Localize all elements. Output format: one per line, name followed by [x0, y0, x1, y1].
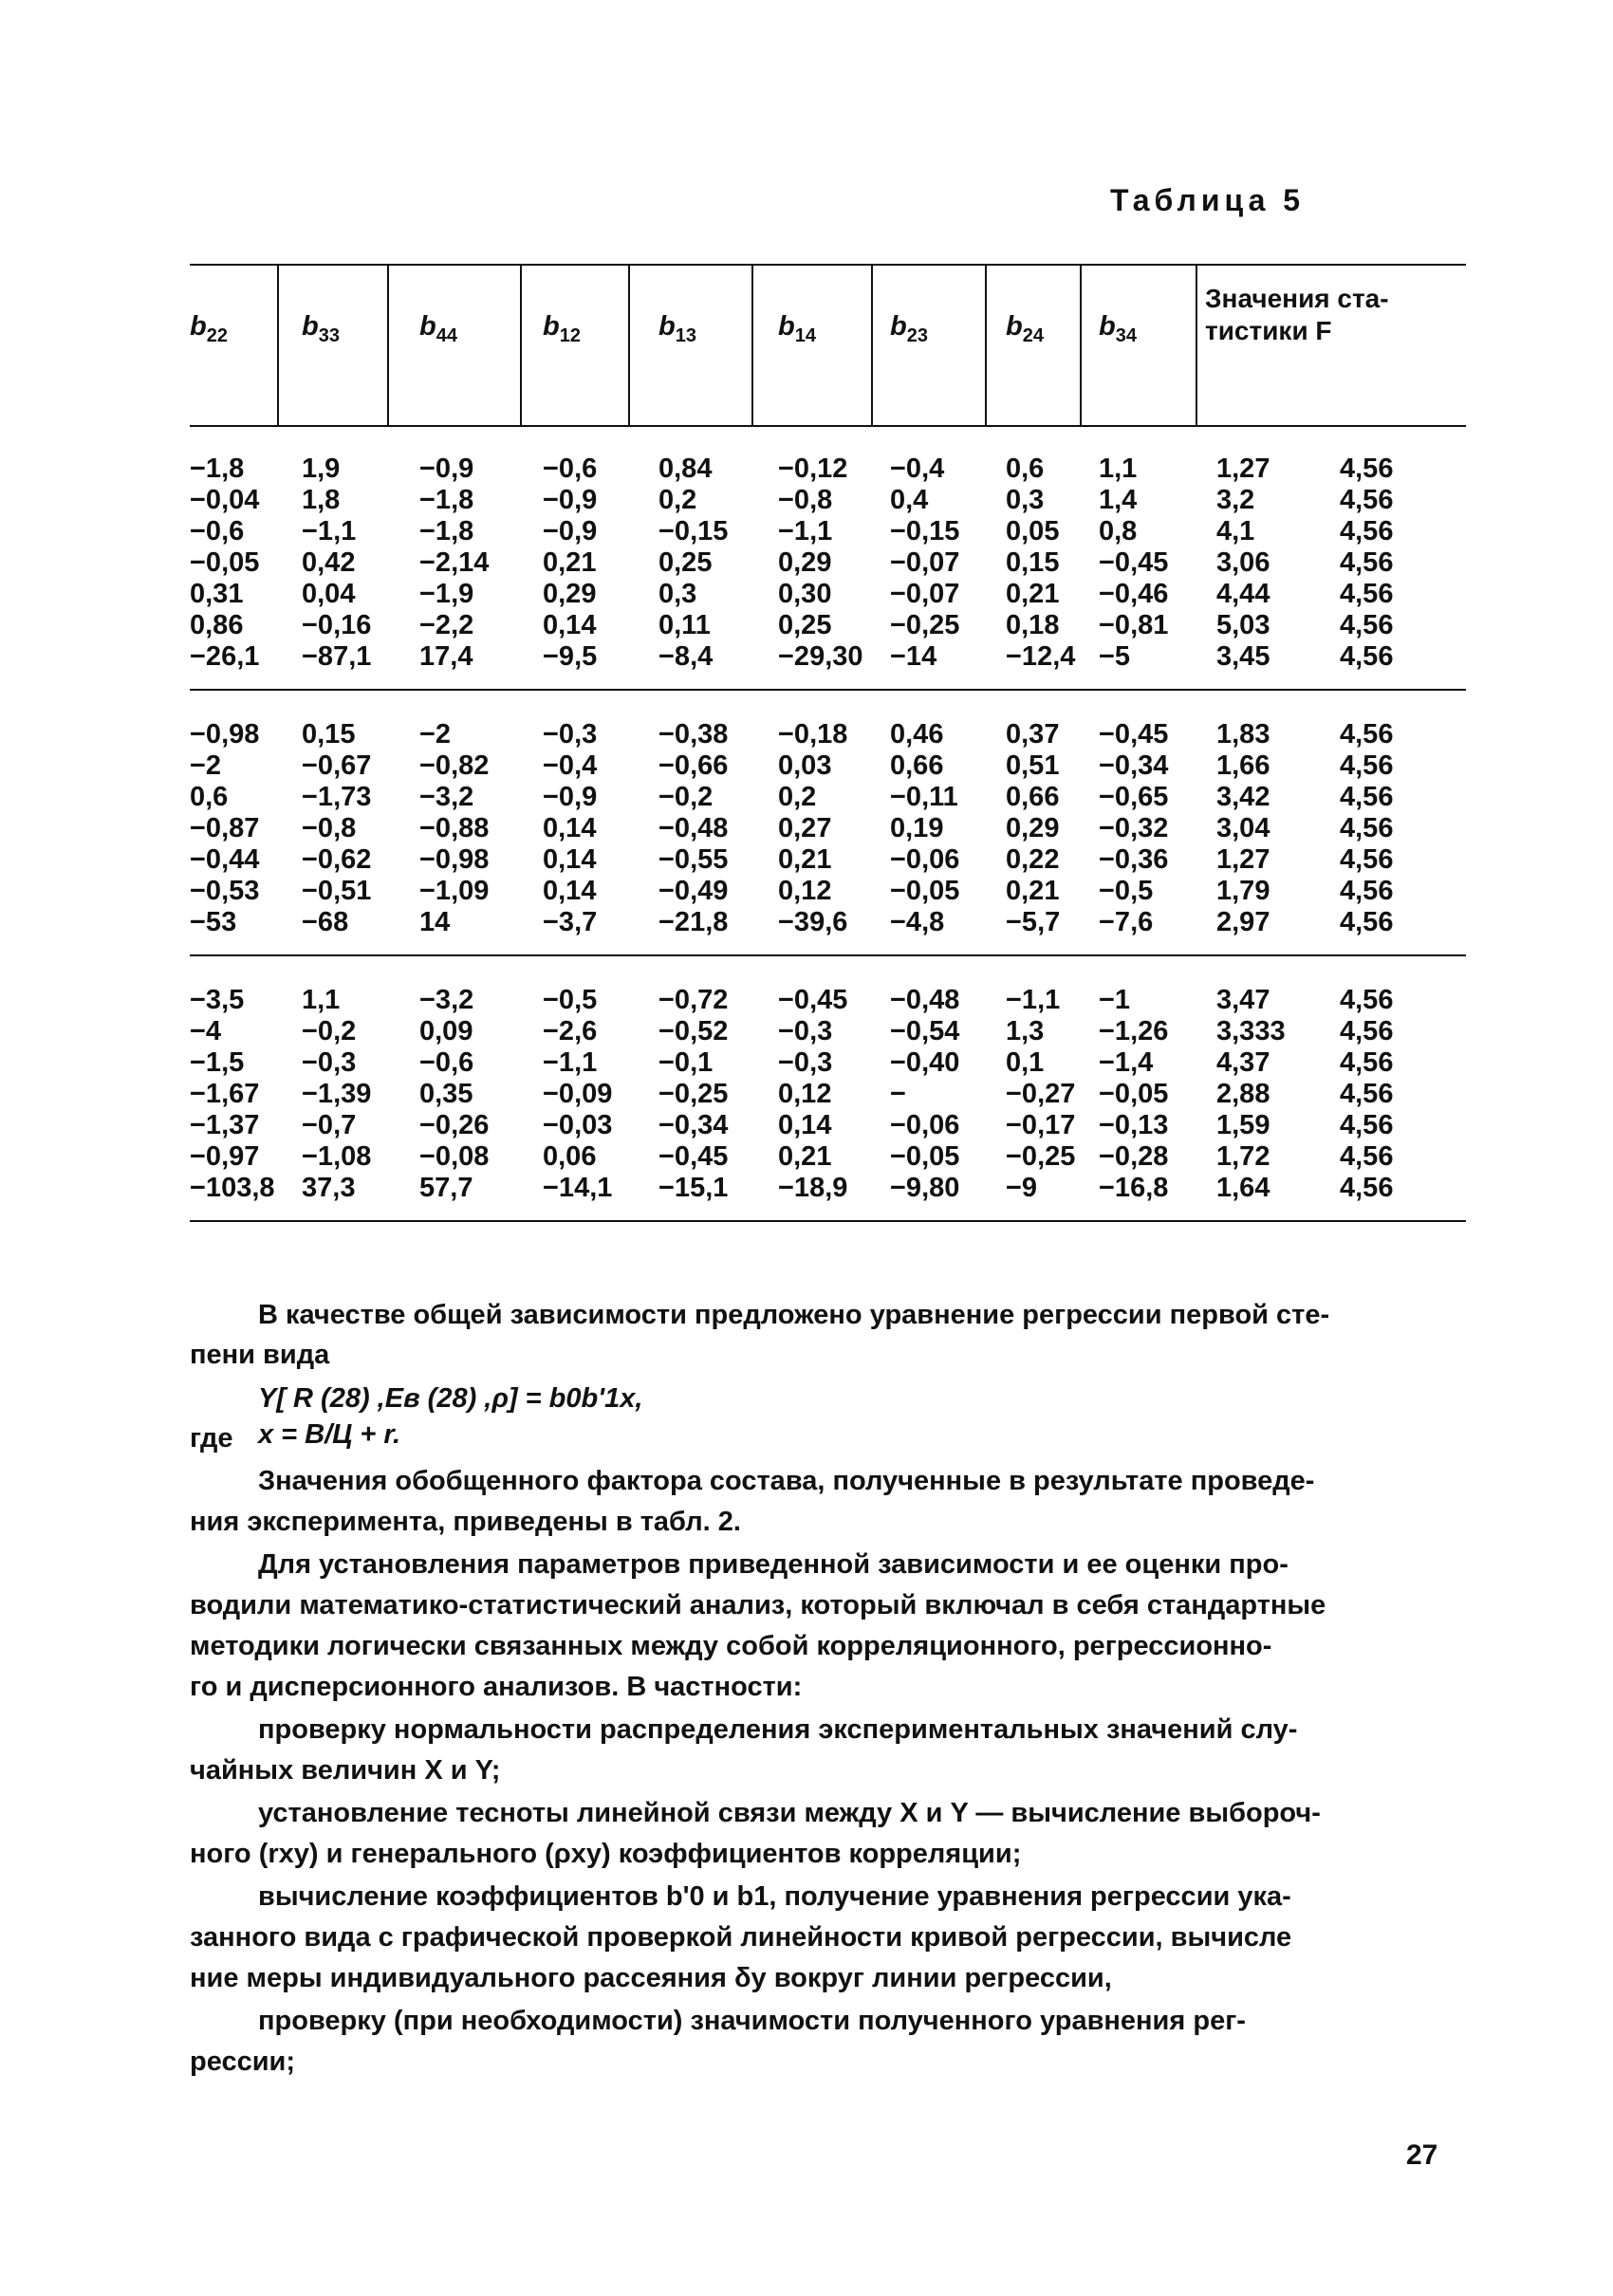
table-cell: 3,2	[1216, 485, 1255, 515]
paragraph-6-line-1: вычисление коэффициентов b'0 и b1, получение уравнения регрессии ука-	[258, 1881, 1291, 1912]
table-caption: Таблица 5	[1110, 183, 1306, 217]
paragraph-7-line-2: рессии;	[190, 2046, 296, 2077]
table-cell: 0,03	[778, 750, 832, 781]
table-cell: −4,8	[890, 907, 945, 937]
header-divider	[751, 264, 753, 425]
table-cell: −7,6	[1099, 907, 1154, 937]
table-cell: −0,46	[1099, 579, 1169, 609]
table-cell: −0,88	[419, 813, 490, 843]
table-cell: 0,11	[658, 610, 711, 640]
table-cell: −0,25	[890, 610, 960, 640]
table-cell: −0,9	[419, 454, 474, 484]
table-cell: −0,98	[419, 844, 490, 875]
table-cell: 1,3	[1006, 1016, 1045, 1046]
table-cell: 1,9	[302, 454, 341, 484]
paragraph-4-line-1: проверку нормальности распределения экспериментальных значений слу-	[258, 1714, 1298, 1745]
table-cell: 4,56	[1340, 610, 1394, 640]
paragraph-6-line-2: занного вида с графической проверкой линейности кривой регрессии, вычисле	[190, 1922, 1292, 1953]
header-divider	[1196, 264, 1197, 425]
table-cell: 4,56	[1340, 1047, 1394, 1078]
header-b24: $b_{24}$	[1006, 311, 1044, 346]
table-cell: 0,14	[543, 813, 597, 843]
table-cell: 0,14	[543, 876, 597, 906]
table-cell: 3,333	[1216, 1016, 1286, 1046]
table-cell: −0,5	[543, 985, 598, 1015]
table-cell: −0,06	[890, 1110, 960, 1140]
table-cell: −0,45	[778, 985, 848, 1015]
table-cell: 0,15	[302, 719, 356, 750]
table-cell: −1,26	[1099, 1016, 1169, 1046]
table-cell: −0,13	[1099, 1110, 1169, 1140]
table-cell: −0,36	[1099, 844, 1169, 875]
group-rule	[190, 954, 1466, 956]
table-cell: 4,56	[1340, 1173, 1394, 1203]
table-cell: 0,37	[1006, 719, 1060, 750]
table-cell: 0,46	[890, 719, 944, 750]
table-cell: −1,1	[302, 516, 357, 546]
table-cell: 4,56	[1340, 1079, 1394, 1109]
paragraph-2-line-2: ния эксперимента, приведены в табл. 2.	[190, 1507, 741, 1537]
table-cell: −0,08	[419, 1141, 490, 1172]
table-cell: −2,2	[419, 610, 474, 640]
table-cell: −0,87	[190, 813, 260, 843]
table-cell: −1,8	[190, 454, 245, 484]
table-cell: 1,27	[1216, 454, 1270, 484]
table-cell: 0,29	[778, 547, 832, 578]
table-cell: 1,27	[1216, 844, 1270, 875]
table-cell: −87,1	[302, 641, 372, 672]
table-cell: −0,34	[1099, 750, 1169, 781]
table-cell: 0,51	[1006, 750, 1060, 781]
table-cell: −1,5	[190, 1047, 245, 1078]
table-cell: 0,21	[1006, 579, 1060, 609]
table-cell: 0,09	[419, 1016, 473, 1046]
table-cell: −0,26	[419, 1110, 490, 1140]
table-cell: −0,15	[658, 516, 729, 546]
table-cell: −29,30	[778, 641, 863, 672]
table-cell: −0,28	[1099, 1141, 1169, 1172]
table-cell: −0,55	[658, 844, 729, 875]
table-cell: −0,11	[890, 782, 958, 812]
paragraph-6-line-3: ние меры индивидуального рассеяния δy вокруг линии регрессии,	[190, 1963, 1112, 1993]
table-cell: −18,9	[778, 1173, 848, 1203]
table-cell: 4,56	[1340, 454, 1394, 484]
table-cell: −0,16	[302, 610, 372, 640]
table-cell: −0,97	[190, 1141, 260, 1172]
table-cell: −0,3	[302, 1047, 357, 1078]
table-cell: −0,9	[543, 516, 598, 546]
table-cell: −0,2	[658, 782, 714, 812]
table-cell: 0,8	[1099, 516, 1138, 546]
header-divider	[628, 264, 630, 425]
table-cell: −0,45	[658, 1141, 729, 1172]
header-divider	[871, 264, 873, 425]
table-cell: −0,3	[543, 719, 598, 750]
table-cell: −1,67	[190, 1079, 260, 1109]
table-cell: 0,05	[1006, 516, 1060, 546]
table-cell: 1,79	[1216, 876, 1270, 906]
table-cell: −1,1	[543, 1047, 598, 1078]
table-cell: 1,1	[302, 985, 341, 1015]
header-f-statistic: Значения ста- тистики F	[1205, 284, 1389, 345]
table-cell: −1,39	[302, 1079, 372, 1109]
table-cell: 0,25	[658, 547, 713, 578]
table-cell: −0,03	[543, 1110, 613, 1140]
table-cell: 1,83	[1216, 719, 1270, 750]
table-cell: 1,66	[1216, 750, 1270, 781]
table-cell: 3,42	[1216, 782, 1270, 812]
header-bottom-rule	[190, 425, 1466, 427]
table-cell: −0,7	[302, 1110, 357, 1140]
paragraph-2-line-1: Значения обобщенного фактора состава, полученные в результате проведе-	[258, 1466, 1315, 1496]
table-cell: −0,4	[543, 750, 598, 781]
table-cell: −0,07	[890, 547, 960, 578]
table-cell: −1,37	[190, 1110, 260, 1140]
paragraph-3-line-1: Для установления параметров приведенной зависимости и ее оценки про-	[258, 1549, 1289, 1580]
table-cell: 4,56	[1340, 985, 1394, 1015]
table-cell: −5	[1099, 641, 1131, 672]
table-cell: 4,56	[1340, 485, 1394, 515]
table-cell: −0,34	[658, 1110, 729, 1140]
table-cell: 0,3	[1006, 485, 1045, 515]
paragraph-3-line-4: го и дисперсионного анализов. В частности:	[190, 1672, 803, 1702]
table-cell: −1	[1099, 985, 1131, 1015]
table-cell: −39,6	[778, 907, 848, 937]
table-cell: −0,05	[190, 547, 260, 578]
table-cell: −9	[1006, 1173, 1038, 1203]
table-cell: 4,56	[1340, 1110, 1394, 1140]
table-cell: −9,80	[890, 1173, 960, 1203]
table-cell: −9,5	[543, 641, 598, 672]
table-cell: −5,7	[1006, 907, 1061, 937]
table-cell: 4,56	[1340, 641, 1394, 672]
table-cell: −0,07	[890, 579, 960, 609]
table-cell: −0,45	[1099, 547, 1169, 578]
table-cell: 5,03	[1216, 610, 1270, 640]
table-cell: −0,48	[658, 813, 729, 843]
table-cell: −15,1	[658, 1173, 729, 1203]
paragraph-1-line-2: пени вида	[190, 1340, 330, 1370]
table-cell: 0,2	[658, 485, 697, 515]
table-cell: −0,38	[658, 719, 729, 750]
table-cell: −1,08	[302, 1141, 372, 1172]
paragraph-3-line-2: водили математико-статистический анализ, который включал в себя стандартные	[190, 1590, 1326, 1620]
header-divider	[985, 264, 987, 425]
table-cell: −3,2	[419, 985, 474, 1015]
table-cell: 0,14	[543, 610, 597, 640]
paragraph-5-line-2: ного (rxy) и генерального (ρxy) коэффициентов корреляции;	[190, 1839, 1022, 1869]
paragraph-7-line-1: проверку (при необходимости) значимости полученного уравнения рег-	[258, 2006, 1246, 2036]
table-cell: 0,19	[890, 813, 944, 843]
table-cell: −0,62	[302, 844, 372, 875]
table-cell: 0,27	[778, 813, 832, 843]
table-cell: −0,05	[890, 1141, 960, 1172]
table-cell: −0,52	[658, 1016, 729, 1046]
table-cell: −0,6	[190, 516, 245, 546]
table-cell: 1,1	[1099, 454, 1138, 484]
header-divider	[277, 264, 279, 425]
table-cell: 4,37	[1216, 1047, 1270, 1078]
header-divider	[520, 264, 522, 425]
table-cell: −0,49	[658, 876, 729, 906]
table-cell: 17,4	[419, 641, 473, 672]
table-cell: −0,8	[302, 813, 357, 843]
table-cell: 0,42	[302, 547, 356, 578]
table-cell: −1,1	[1006, 985, 1061, 1015]
table-cell: −0,51	[302, 876, 372, 906]
group-rule	[190, 1220, 1466, 1222]
header-b34: $b_{34}$	[1099, 311, 1137, 346]
table-cell: −0,54	[890, 1016, 960, 1046]
table-cell: 0,66	[890, 750, 944, 781]
paragraph-4-line-2: чайных величин X и Y;	[190, 1755, 501, 1786]
table-cell: −68	[302, 907, 349, 937]
table-cell: −0,32	[1099, 813, 1169, 843]
header-divider	[387, 264, 389, 425]
header-b14: $b_{14}$	[778, 311, 816, 346]
table-cell: −14	[890, 641, 937, 672]
paragraph-1-line-1: В качестве общей зависимости предложено уравнение регрессии первой сте-	[258, 1300, 1330, 1330]
table-cell: −1,1	[778, 516, 833, 546]
table-cell: 3,04	[1216, 813, 1270, 843]
table-cell: 2,88	[1216, 1079, 1270, 1109]
table-cell: 0,29	[1006, 813, 1060, 843]
table-cell: −3,7	[543, 907, 598, 937]
table-cell: −0,09	[543, 1079, 613, 1109]
header-b23: $b_{23}$	[890, 311, 928, 346]
table-cell: −53	[190, 907, 237, 937]
table-cell: 0,4	[890, 485, 929, 515]
table-cell: 0,84	[658, 454, 713, 484]
table-cell: −0,25	[658, 1079, 729, 1109]
table-cell: 4,56	[1340, 813, 1394, 843]
table-cell: −14,1	[543, 1173, 613, 1203]
table-cell: −0,44	[190, 844, 260, 875]
table-cell: −0,67	[302, 750, 372, 781]
table-cell: 0,86	[190, 610, 244, 640]
table-cell: 4,56	[1340, 719, 1394, 750]
table-cell: −	[890, 1079, 906, 1109]
table-cell: −0,12	[778, 454, 848, 484]
table-cell: 0,14	[543, 844, 597, 875]
table-cell: 4,56	[1340, 1016, 1394, 1046]
header-divider	[1080, 264, 1082, 425]
table-cell: −0,6	[419, 1047, 474, 1078]
table-cell: 4,56	[1340, 876, 1394, 906]
table-cell: 1,59	[1216, 1110, 1270, 1140]
table-cell: 0,12	[778, 1079, 832, 1109]
header-b33: $b_{33}$	[302, 311, 340, 346]
table-cell: −4	[190, 1016, 222, 1046]
table-cell: 1,4	[1099, 485, 1138, 515]
table-cell: −103,8	[190, 1173, 275, 1203]
where-formula: x = В/Ц + r.	[258, 1419, 401, 1450]
table-cell: −2,6	[543, 1016, 598, 1046]
table-cell: 0,04	[302, 579, 356, 609]
header-b13: $b_{13}$	[658, 311, 696, 346]
table-cell: −26,1	[190, 641, 260, 672]
table-cell: 0,15	[1006, 547, 1060, 578]
table-cell: −0,48	[890, 985, 960, 1015]
table-cell: 4,56	[1340, 750, 1394, 781]
table-cell: 0,1	[1006, 1047, 1045, 1078]
table-cell: −2	[190, 750, 222, 781]
table-cell: 1,8	[302, 485, 341, 515]
table-cell: −0,82	[419, 750, 490, 781]
table-cell: 0,3	[658, 579, 697, 609]
table-cell: −1,09	[419, 876, 490, 906]
header-b12: $b_{12}$	[543, 311, 581, 346]
table-cell: −0,1	[658, 1047, 714, 1078]
table-cell: −0,17	[1006, 1110, 1076, 1140]
table-cell: −3,5	[190, 985, 245, 1015]
table-top-rule	[190, 264, 1466, 266]
table-cell: 4,56	[1340, 782, 1394, 812]
table-cell: −8,4	[658, 641, 714, 672]
table-cell: 0,25	[778, 610, 832, 640]
table-cell: 0,06	[543, 1141, 597, 1172]
table-cell: 0,21	[1006, 876, 1060, 906]
group-rule	[190, 689, 1466, 691]
regression-formula: Y[ R (28) ,Eв (28) ,ρ] = b0b'1x,	[258, 1383, 643, 1414]
paragraph-3-line-3: методики логически связанных между собой корреляционного, регрессионно-	[190, 1631, 1272, 1661]
table-cell: 1,64	[1216, 1173, 1270, 1203]
table-cell: 4,56	[1340, 547, 1394, 578]
table-cell: 0,6	[1006, 454, 1045, 484]
table-cell: −16,8	[1099, 1173, 1169, 1203]
table-cell: −0,72	[658, 985, 729, 1015]
table-cell: 0,66	[1006, 782, 1060, 812]
table-cell: 0,21	[778, 1141, 832, 1172]
table-cell: 1,72	[1216, 1141, 1270, 1172]
table-cell: −0,06	[890, 844, 960, 875]
table-cell: 0,31	[190, 579, 244, 609]
table-cell: 0,21	[778, 844, 832, 875]
table-cell: −0,40	[890, 1047, 960, 1078]
table-cell: 0,18	[1006, 610, 1060, 640]
table-cell: −1,73	[302, 782, 372, 812]
where-label: где	[190, 1423, 233, 1454]
table-cell: −0,25	[1006, 1141, 1076, 1172]
table-cell: 4,56	[1340, 907, 1394, 937]
table-cell: 0,14	[778, 1110, 832, 1140]
table-cell: −1,4	[1099, 1047, 1154, 1078]
table-cell: 0,30	[778, 579, 832, 609]
table-cell: −0,3	[778, 1047, 833, 1078]
table-cell: −0,18	[778, 719, 848, 750]
table-cell: 3,06	[1216, 547, 1270, 578]
table-cell: 3,45	[1216, 641, 1270, 672]
table-cell: −0,2	[302, 1016, 357, 1046]
table-cell: 4,44	[1216, 579, 1270, 609]
table-cell: 3,47	[1216, 985, 1270, 1015]
table-cell: 4,56	[1340, 844, 1394, 875]
table-cell: −1,8	[419, 485, 474, 515]
table-cell: −0,04	[190, 485, 260, 515]
table-cell: −0,81	[1099, 610, 1169, 640]
table-cell: 0,29	[543, 579, 597, 609]
header-b22: $b_{22}$	[190, 311, 228, 346]
table-cell: 0,35	[419, 1079, 473, 1109]
table-cell: 0,12	[778, 876, 832, 906]
table-cell: −0,6	[543, 454, 598, 484]
page-number: 27	[1406, 2139, 1438, 2171]
table-cell: −0,45	[1099, 719, 1169, 750]
table-cell: 0,2	[778, 782, 817, 812]
table-cell: −0,65	[1099, 782, 1169, 812]
table-cell: −2	[419, 719, 452, 750]
table-cell: −0,98	[190, 719, 260, 750]
table-cell: 0,22	[1006, 844, 1060, 875]
table-cell: 37,3	[302, 1173, 356, 1203]
table-cell: −0,27	[1006, 1079, 1076, 1109]
table-cell: 4,1	[1216, 516, 1255, 546]
table-cell: 2,97	[1216, 907, 1270, 937]
table-cell: −0,05	[1099, 1079, 1169, 1109]
table-cell: −0,4	[890, 454, 945, 484]
header-b44: $b_{44}$	[419, 311, 457, 346]
table-cell: −0,66	[658, 750, 729, 781]
table-cell: −1,8	[419, 516, 474, 546]
table-cell: −2,14	[419, 547, 490, 578]
table-cell: 4,56	[1340, 1141, 1394, 1172]
paragraph-5-line-1: установление тесноты линейной связи между X и Y — вычисление выбороч-	[258, 1798, 1321, 1828]
table-cell: 0,21	[543, 547, 597, 578]
table-cell: −0,8	[778, 485, 833, 515]
table-cell: 4,56	[1340, 579, 1394, 609]
table-cell: −21,8	[658, 907, 729, 937]
table-cell: 57,7	[419, 1173, 473, 1203]
table-cell: 4,56	[1340, 516, 1394, 546]
table-cell: −3,2	[419, 782, 474, 812]
table-cell: −1,9	[419, 579, 474, 609]
table-cell: −0,9	[543, 485, 598, 515]
table-cell: −12,4	[1006, 641, 1076, 672]
table-cell: 14	[419, 907, 451, 937]
table-cell: −0,53	[190, 876, 260, 906]
table-cell: −0,3	[778, 1016, 833, 1046]
table-cell: −0,15	[890, 516, 960, 546]
table-cell: −0,05	[890, 876, 960, 906]
table-cell: −0,5	[1099, 876, 1154, 906]
table-cell: 0,6	[190, 782, 229, 812]
table-cell: −0,9	[543, 782, 598, 812]
